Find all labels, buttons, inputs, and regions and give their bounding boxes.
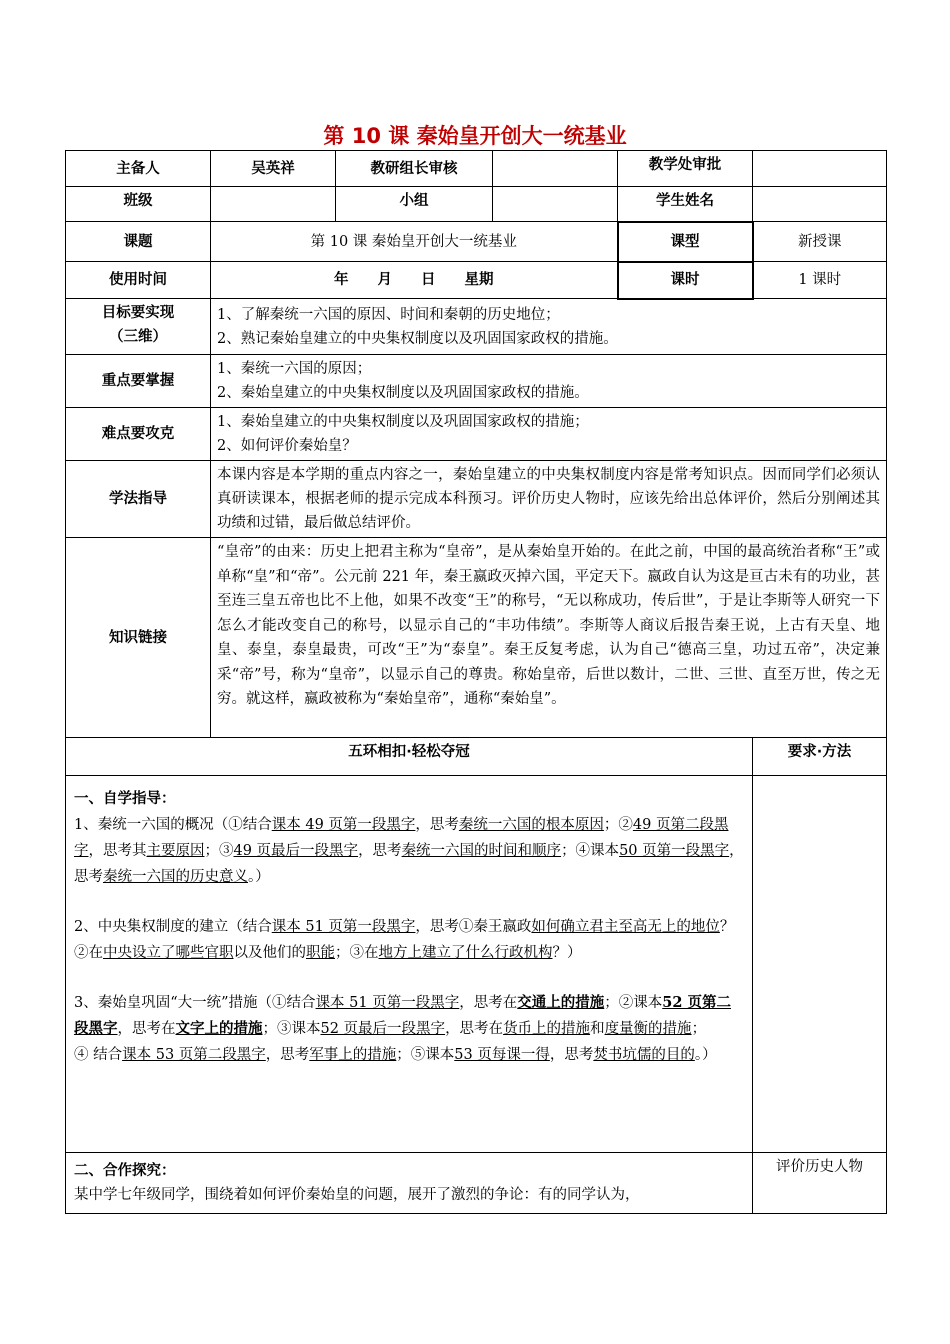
- text: ；④课本: [561, 843, 620, 859]
- underline: 地方上建立了什么行政机构: [378, 945, 553, 961]
- text: ④ 结合: [74, 1047, 123, 1063]
- row-difficult: [66, 408, 887, 461]
- underline: 课本 51 页第一段黑字: [315, 995, 460, 1011]
- text: ，思考: [358, 843, 402, 859]
- label-keti: 课题: [66, 222, 211, 262]
- self-study-side: [753, 776, 887, 1153]
- key-points-line2: 2、秦始皇建立的中央集权制度以及巩固国家政权的措施。: [217, 385, 589, 401]
- row-key-points: [66, 355, 887, 408]
- text: 2、中央集权制度的建立（结合: [74, 919, 272, 935]
- value-shijian: 年 月 日 星期: [211, 262, 618, 299]
- key-points-line1: 1、秦统一六国的原因；: [217, 361, 372, 377]
- underline: 52 页最后一段黑字: [320, 1021, 446, 1037]
- value-jiaoyan: [493, 151, 618, 187]
- underline-bold: 交通上的措施: [517, 994, 605, 1011]
- text: ；③: [204, 843, 234, 859]
- row-method: [66, 461, 887, 538]
- five-header: 五环相扣·轻松夺冠: [66, 738, 753, 776]
- underline-bold: 文字上的措施: [175, 1020, 263, 1037]
- label-xuesheng: 学生姓名: [618, 187, 753, 222]
- underline: 课本 49 页第一段黑字: [271, 817, 416, 833]
- text: 1、秦统一六国的概况（①结合: [74, 817, 272, 833]
- goals-content: [211, 299, 887, 355]
- label-xiaozu: 小组: [336, 187, 493, 222]
- underline: 货币上的措施: [503, 1021, 591, 1037]
- underline: 49 页第二段黑字: [74, 817, 729, 859]
- label-method: 学法指导: [66, 461, 211, 538]
- cooperate-content: [66, 1153, 753, 1214]
- text: ，思考在: [445, 1021, 504, 1037]
- page-title: 第 10 课 秦始皇开创大一统基业: [323, 124, 627, 148]
- row-knowledge: [66, 538, 887, 738]
- value-jiaoxue: [753, 151, 887, 187]
- self-study-content: [66, 776, 753, 1153]
- text: ，思考: [549, 1047, 594, 1063]
- self-study-p2: [74, 914, 744, 966]
- value-xiaozu: [493, 187, 618, 222]
- underline: 秦统一六国的根本原因: [458, 817, 604, 833]
- text: ；⑤课本: [396, 1047, 455, 1063]
- underline: 度量衡的措施: [604, 1021, 692, 1037]
- text: 以及他们的: [233, 945, 306, 961]
- underline: 焚书坑儒的目的: [593, 1047, 695, 1063]
- row-goals: [66, 299, 887, 355]
- value-zhubeiren: 吴英祥: [211, 151, 336, 187]
- text: ；: [691, 1021, 707, 1037]
- underline: 课本 51 页第一段黑字: [271, 919, 416, 935]
- value-banji: [211, 187, 336, 222]
- underline: 53 页每课一得: [454, 1047, 550, 1063]
- spacer: [74, 966, 744, 990]
- label-key-points: 重点要掌握: [66, 355, 211, 408]
- value-xuesheng: [753, 187, 887, 222]
- self-study-p3: [74, 990, 744, 1042]
- text: ？）: [552, 945, 582, 961]
- label-banji: 班级: [66, 187, 211, 222]
- text: 。）: [248, 869, 270, 885]
- difficult-line2: 2、如何评价秦始皇？: [217, 438, 357, 454]
- label-kexing: 课型: [618, 222, 753, 262]
- row-preparer: [66, 151, 887, 187]
- text: ，思考: [415, 817, 459, 833]
- underline: 如何确立君主至高无上的地位: [531, 919, 720, 935]
- text: ，思考其: [88, 843, 147, 859]
- label-knowledge: 知识链接: [66, 538, 211, 738]
- underline: 49 页最后一段黑字: [233, 843, 359, 859]
- row-cooperate: [66, 1153, 887, 1214]
- underline: 主要原因: [146, 843, 205, 859]
- text: ，思考①秦王嬴政: [415, 919, 532, 935]
- underline: 中央设立了哪些官职: [103, 945, 234, 961]
- underline: 秦统一六国的时间和顺序: [401, 843, 562, 859]
- label-zhubeiren: 主备人: [66, 151, 211, 187]
- cooperate-side: 评价历史人物: [753, 1153, 887, 1214]
- label-difficult: 难点要攻克: [66, 408, 211, 461]
- self-study-p1: [74, 812, 744, 890]
- text: ，思考在: [459, 995, 518, 1011]
- text: ；③在: [335, 945, 379, 961]
- key-points-content: [211, 355, 887, 408]
- underline: 50 页第一段黑字: [619, 843, 730, 859]
- label-shijian: 使用时间: [66, 262, 211, 299]
- cooperate-heading: 二、合作探究：: [74, 1163, 176, 1179]
- goals-line2: 2、熟记秦始皇建立的中央集权制度以及巩固国家政权的措施。: [217, 330, 618, 347]
- self-study-heading: 一、自学指导：: [74, 791, 176, 807]
- row-time: [66, 262, 887, 299]
- underline: 军事上的措施: [309, 1047, 397, 1063]
- row-self-study: [66, 776, 887, 1153]
- difficult-line1: 1、秦始皇建立的中央集权制度以及巩固国家政权的措施；: [217, 414, 589, 430]
- self-study-p4: [74, 1042, 744, 1068]
- underline-bold: 52 页第二段黑字: [74, 994, 731, 1037]
- row-five-header: [66, 738, 887, 776]
- text: ；③课本: [262, 1021, 321, 1037]
- text: ？②在: [74, 919, 735, 961]
- underline: 秦统一六国的历史意义: [103, 869, 248, 885]
- row-class: [66, 187, 887, 222]
- value-kexing: 新授课: [753, 222, 887, 262]
- underline: 课本 53 页第二段黑字: [122, 1047, 266, 1063]
- label-jiaoyan: 教研组长审核: [336, 151, 493, 187]
- underline: 职能: [306, 945, 335, 961]
- goals-line1: 1、了解秦统一六国的原因、时间和秦朝的历史地位；: [217, 306, 560, 323]
- text: ，思考在: [117, 1021, 176, 1037]
- value-keti: 第 10 课 秦始皇开创大一统基业: [211, 222, 618, 262]
- text: ；②课本: [604, 995, 663, 1011]
- goals-label-line1: 目标要实现: [101, 305, 175, 321]
- text: ；②: [603, 817, 633, 833]
- req-header: 要求·方法: [753, 738, 887, 776]
- cooperate-text: 某中学七年级同学，围绕着如何评价秦始皇的问题，展开了激烈的争论：有的同学认为，: [74, 1187, 640, 1203]
- method-content: 本课内容是本学期的重点内容之一，秦始皇建立的中央集权制度内容是常考知识点。因而同学们必须认真研读课本，根据老师的提示完成本科预习。评价历史人物时，应该先给出总体评价，然后分别阐述其功绩和过错，最后做总结评价。: [211, 461, 887, 538]
- row-topic: [66, 222, 887, 262]
- spacer: [74, 890, 744, 914]
- text: 3、秦始皇巩固“大一统”措施（①结合: [74, 995, 316, 1011]
- text: 和: [590, 1021, 605, 1037]
- difficult-content: [211, 408, 887, 461]
- text: ，思考: [265, 1047, 310, 1063]
- lesson-plan-table: [65, 150, 887, 1214]
- label-goals: [66, 299, 211, 355]
- goals-label-line2: （三维）: [109, 329, 167, 345]
- knowledge-content: “皇帝”的由来：历史上把君主称为“皇帝”，是从秦始皇开始的。在此之前，中国的最高统治者称“王”或单称“皇”和“帝”。公元前 221 年，秦王嬴政灭掉六国，平定天下。嬴政自认为这是亘古未有的功业，甚至连三皇五帝也比不上他，如果不改变“王”的称号，“无以称成功，传后世”，于是让李斯等人研究一下怎么才能改变自己的称号，以显示自己的“丰功伟绩”。李斯等人商议后报告秦王说，上古有天皇、地皇、泰皇，泰皇最贵，可改“王”为“泰皇”。秦王反复考虑，认为自己“德高三皇，功过五帝”，决定兼采“帝”号，称为“皇帝”，以显示自己的尊贵。称始皇帝，后世以数计，二世、三世、直至万世，传之无穷。就这样，嬴政被称为“秦始皇帝”，通称“秦始皇”。: [211, 538, 887, 738]
- text: 。）: [694, 1047, 717, 1063]
- text: ，思考: [74, 843, 744, 885]
- label-jiaoxue: 教学处审批: [618, 151, 753, 187]
- label-keshi: 课时: [618, 262, 753, 299]
- value-keshi: 1 课时: [753, 262, 887, 299]
